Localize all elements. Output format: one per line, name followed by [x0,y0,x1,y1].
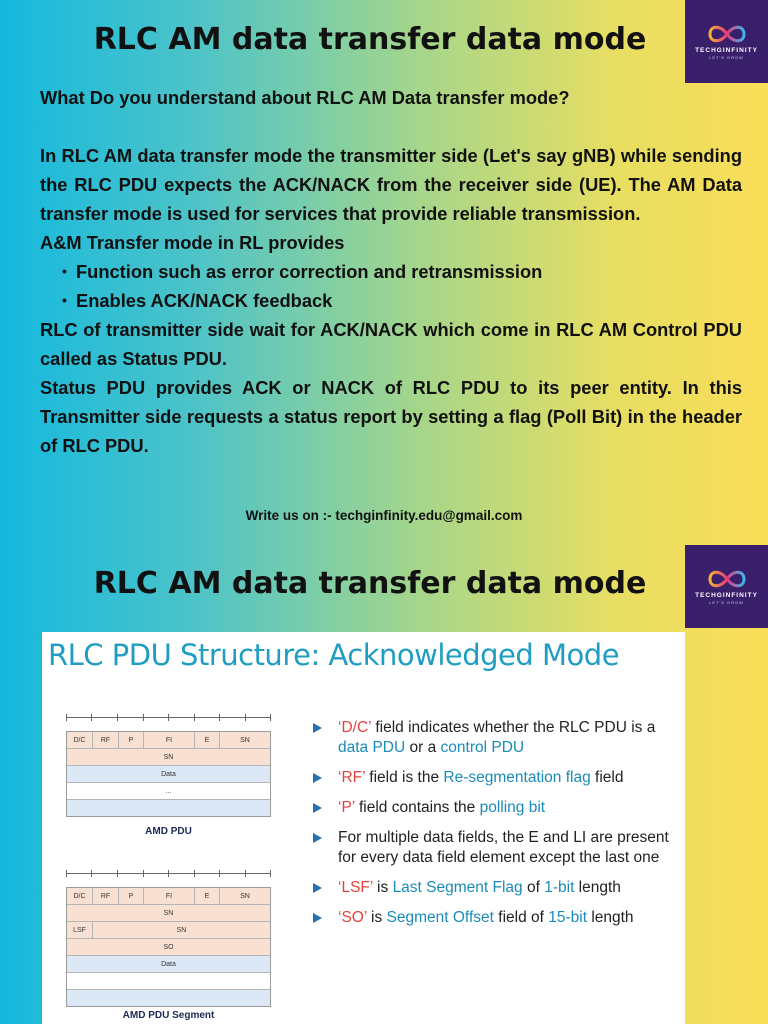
techginfinity-logo-2 [685,545,768,628]
text: field of [493,909,549,926]
table-row [67,956,270,973]
text: length [587,909,634,926]
infinity-icon [707,23,747,45]
field-blank [67,990,270,1006]
highlight: control PDU [440,739,525,756]
ruler-tick [194,714,195,721]
list-item [310,768,680,788]
ruler-tick [245,870,246,877]
field-name: ‘SO’ [338,909,367,926]
arrow-icon [313,803,322,813]
highlight: polling bit [479,799,546,816]
table-row [67,922,270,939]
field-p: P [119,732,144,748]
highlight: Last Segment Flag [392,879,523,896]
field-sn-cont: SN [163,909,174,917]
text: For multiple data fields, the E and LI are present for every data field element except the last one [338,829,669,866]
table-row [67,990,270,1006]
list-item [310,908,680,928]
field-sn: SN [240,736,250,744]
field-so: SO [163,943,174,951]
list-item: • Function such as error correction and retransmission [58,257,742,286]
slide-title: RLC PDU Structure: Acknowledged Mode [48,638,620,672]
ruler-tick [168,870,169,877]
article-body [40,83,742,460]
amd-pdu-caption: AMD PDU [145,826,192,837]
ruler-tick [219,870,220,877]
ruler-tick [194,870,195,877]
text: field indicates whether the RLC PDU is a [371,719,656,736]
field-dc: D/C [67,732,93,748]
highlight: data PDU [338,739,406,756]
field-e: E [195,888,220,904]
field-sn-cont: SN [163,753,174,761]
text: field is the [364,769,444,786]
section-title: RLC AM data transfer data mode [93,566,647,601]
highlight: 1-bit [544,879,575,896]
field-fi: FI [144,888,195,904]
table-row [67,766,270,783]
text: is [366,909,387,926]
ruler-tick [143,714,144,721]
ruler-tick [270,714,271,721]
ruler-tick [66,870,67,877]
ruler-tick [143,870,144,877]
list-item [310,878,680,898]
feature-list [40,257,742,315]
logo-brand: TECHGINFINITY [695,592,758,599]
table-row [67,783,270,800]
paragraph-4: Status PDU provides ACK or NACK of RLC PDU to its peer entity. In this Transmitter side requests a status report by setting a flag (Poll Bit) in the header of RLC PDU. [40,377,742,456]
field-p: P [119,888,144,904]
field-dc: D/C [67,888,93,904]
ruler-tick [66,714,67,721]
contact-line: Write us on :- techginfinity.edu@gmail.com [245,508,523,523]
ruler-tick [117,714,118,721]
table-row [67,749,270,766]
arrow-icon [313,723,322,733]
amd-pdu-segment-caption: AMD PDU Segment [122,1010,215,1021]
list-item [310,798,680,818]
arrow-icon [313,773,322,783]
slide-image [42,632,685,1024]
list-item [310,718,680,758]
table-row [67,800,270,816]
question: What Do you understand about RLC AM Data transfer mode? [40,87,570,108]
amd-pdu-table [66,731,271,817]
field-lsf: LSF [67,922,93,938]
field-ellipsis: ... [165,787,172,795]
highlight: Segment Offset [386,909,494,926]
page-title: RLC AM data transfer data mode [93,22,647,57]
text: length [574,879,621,896]
text: is [372,879,393,896]
list-item: • Enables ACK/NACK feedback [58,286,742,315]
field-sn: SN [240,892,250,900]
infinity-icon [707,568,747,590]
table-row [67,973,270,990]
logo-tagline: LET'S GROW [709,55,744,60]
highlight: Re-segmentation flag [443,769,591,786]
paragraph-3: RLC of transmitter side wait for ACK/NACK which come in RLC AM Control PDU called as Status PDU. [40,319,742,369]
field-rf: RF [93,732,119,748]
field-name: ‘LSF’ [338,879,373,896]
field-fi: FI [144,732,195,748]
field-blank [67,973,270,989]
arrow-icon [313,833,322,843]
ruler-tick [91,714,92,721]
slide-bullets [310,718,680,938]
paragraph-2: A&M Transfer mode in RL provides [40,232,345,253]
ruler-tick [168,714,169,721]
field-data: Data [161,960,176,968]
ruler-tick [219,714,220,721]
list-item [310,828,680,868]
field-blank [67,800,270,816]
techginfinity-logo [685,0,768,83]
field-name: ‘D/C’ [338,719,372,736]
field-name: ‘RF’ [338,769,365,786]
highlight: 15-bit [548,909,588,926]
ruler-tick [245,714,246,721]
text: of [522,879,545,896]
logo-brand: TECHGINFINITY [695,47,758,54]
ruler-tick [117,870,118,877]
table-row [67,939,270,956]
ruler-tick [270,870,271,877]
field-so-high: SN [176,926,187,934]
arrow-icon [313,913,322,923]
arrow-icon [313,883,322,893]
ruler-tick [91,870,92,877]
paragraph-1: In RLC AM data transfer mode the transmitter side (Let's say gNB) while sending the RLC PDU expects the ACK/NACK from the receiver side (UE). The AM Data transfer mode is used for services that provide reliable transmission. [40,145,742,224]
text: field [590,769,624,786]
field-e: E [195,732,220,748]
field-data: Data [161,770,176,778]
table-row [67,732,270,749]
text: or a [405,739,441,756]
table-row [67,905,270,922]
table-row [67,888,270,905]
field-name: ‘P’ [338,799,355,816]
text: field contains the [354,799,480,816]
amd-pdu-segment-table [66,887,271,1007]
field-rf: RF [93,888,119,904]
logo-tagline: LET'S GROW [709,600,744,605]
